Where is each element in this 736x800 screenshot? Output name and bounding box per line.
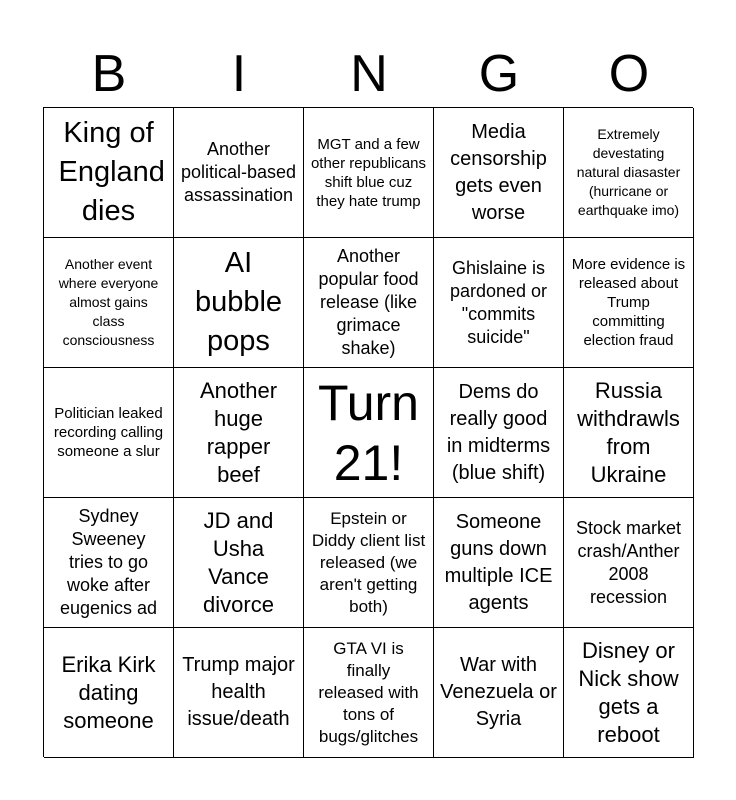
bingo-cell[interactable]	[174, 238, 304, 368]
cell-text: War with Venezuela or Syria	[440, 654, 557, 730]
cell-text: Sydney Sweeney tries to go woke after eugenics ad	[59, 506, 158, 618]
bingo-cell[interactable]	[434, 498, 564, 628]
cell-text: Trump major health issue/death	[182, 654, 295, 730]
cell-text: Politician leaked recording calling someone a slur	[53, 405, 164, 460]
cell-text: Extremely devestating natural diasaster (hurricane or earthquake imo)	[576, 126, 681, 218]
cell-text: Another huge rapper beef	[199, 377, 278, 487]
cell-text: GTA VI is finally released with tons of bugs/glitches	[318, 638, 419, 746]
header-letter-b: B	[91, 45, 127, 103]
header-letter-g: G	[478, 45, 520, 103]
bingo-cell[interactable]	[304, 498, 434, 628]
cell-text: AI bubble pops	[194, 247, 283, 357]
bingo-cell[interactable]	[564, 628, 694, 758]
bingo-cell[interactable]	[174, 368, 304, 498]
bingo-cell[interactable]	[564, 108, 694, 238]
cell-text: More evidence is released about Trump committing election fraud	[571, 256, 686, 349]
cell-text: Media censorship gets even worse	[450, 120, 547, 224]
cell-text: Stock market crash/Anther 2008 recession	[575, 517, 682, 607]
bingo-cell[interactable]	[304, 108, 434, 238]
cell-text: Disney or Nick show gets a reboot	[578, 637, 679, 747]
bingo-cell[interactable]	[434, 628, 564, 758]
cell-text: Ghislaine is pardoned or "commits suicide"	[449, 257, 548, 347]
bingo-cell[interactable]	[174, 628, 304, 758]
bingo-cell[interactable]	[564, 238, 694, 368]
bingo-cell[interactable]	[304, 238, 434, 368]
cell-text: JD and Usha Vance divorce	[203, 507, 274, 617]
bingo-cell[interactable]	[44, 108, 174, 238]
header-letter-i: I	[231, 45, 247, 103]
bingo-cell[interactable]	[44, 238, 174, 368]
bingo-board	[43, 107, 693, 757]
cell-text: Erika Kirk dating someone	[61, 651, 156, 733]
bingo-cell[interactable]	[564, 368, 694, 498]
free-space-cell[interactable]	[304, 368, 434, 498]
cell-text: Russia withdrawls from Ukraine	[577, 377, 680, 487]
bingo-cell[interactable]	[44, 628, 174, 758]
bingo-cell[interactable]	[174, 498, 304, 628]
cell-text: Another event where everyone almost gains class consciousness	[58, 256, 159, 348]
cell-text: Another popular food release (like grimace shake)	[318, 246, 419, 358]
bingo-cell[interactable]	[44, 498, 174, 628]
header-letter-n: N	[350, 45, 388, 103]
bingo-header	[44, 45, 694, 103]
bingo-cell[interactable]	[434, 108, 564, 238]
bingo-cell[interactable]	[174, 108, 304, 238]
header-letter-o: O	[608, 45, 650, 103]
bingo-cell[interactable]	[434, 238, 564, 368]
cell-text: Another political-based assassination	[180, 139, 297, 205]
cell-text: MGT and a few other republicans shift blue cuz they hate trump	[310, 135, 427, 210]
bingo-cell[interactable]	[304, 628, 434, 758]
cell-text: Turn 21!	[318, 374, 419, 491]
cell-text: King of England dies	[58, 117, 165, 227]
bingo-cell[interactable]	[564, 498, 694, 628]
bingo-cell[interactable]	[44, 368, 174, 498]
cell-text: Dems do really good in midterms (blue shift)	[446, 380, 551, 484]
cell-text: Epstein or Diddy client list released (we aren't getting both)	[311, 508, 426, 616]
bingo-cell[interactable]	[434, 368, 564, 498]
cell-text: Someone guns down multiple ICE agents	[444, 510, 553, 614]
